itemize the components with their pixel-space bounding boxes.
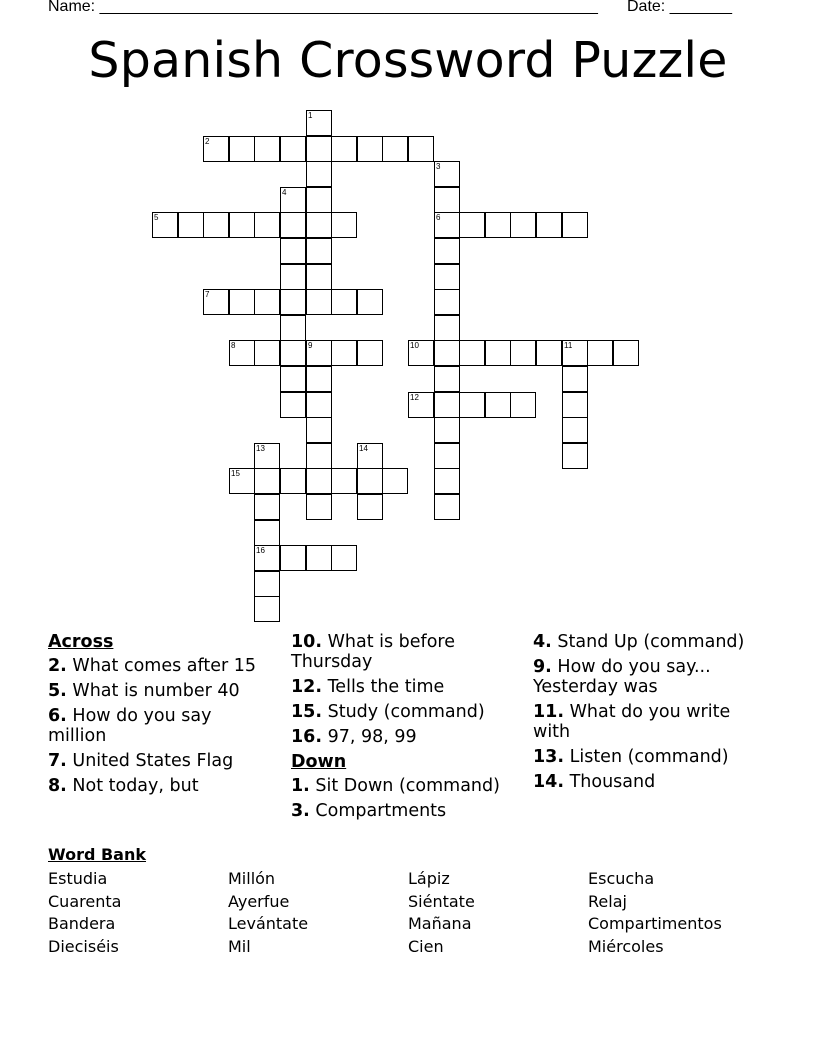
crossword-cell[interactable] bbox=[485, 340, 511, 366]
clue-number-label: 11 bbox=[564, 341, 573, 350]
word-bank-word: Levántate bbox=[228, 914, 309, 933]
crossword-cell[interactable] bbox=[306, 443, 332, 469]
crossword-cell[interactable] bbox=[587, 340, 613, 366]
crossword-cell[interactable] bbox=[229, 340, 255, 366]
crossword-cell[interactable] bbox=[434, 443, 460, 469]
across-clue bbox=[48, 776, 258, 796]
crossword-cell[interactable] bbox=[331, 340, 357, 366]
crossword-cell[interactable] bbox=[434, 264, 460, 290]
crossword-cell[interactable] bbox=[254, 596, 280, 622]
clue-number-label: 10 bbox=[410, 341, 419, 350]
crossword-cell[interactable] bbox=[562, 417, 588, 443]
across-clue bbox=[48, 751, 258, 771]
crossword-cell[interactable] bbox=[434, 161, 460, 187]
crossword-cell[interactable] bbox=[306, 545, 332, 571]
clue-number: 15. bbox=[291, 702, 323, 722]
clue-number-label: 9 bbox=[308, 341, 313, 350]
crossword-cell[interactable] bbox=[485, 212, 511, 238]
crossword-cell[interactable] bbox=[280, 238, 306, 264]
word-bank-word: Escucha bbox=[588, 869, 655, 888]
crossword-cell[interactable] bbox=[382, 468, 408, 494]
crossword-cell[interactable] bbox=[229, 136, 255, 162]
clue-number: 14. bbox=[533, 772, 565, 792]
crossword-cell[interactable] bbox=[434, 289, 460, 315]
crossword-cell[interactable] bbox=[306, 136, 332, 162]
crossword-cell[interactable] bbox=[306, 161, 332, 187]
page-title: Spanish Crossword Puzzle bbox=[88, 32, 728, 89]
down-clue bbox=[291, 801, 516, 821]
crossword-cell[interactable] bbox=[229, 212, 255, 238]
clue-number: 2. bbox=[48, 656, 67, 676]
crossword-cell[interactable] bbox=[510, 392, 536, 418]
crossword-cell[interactable] bbox=[562, 212, 588, 238]
crossword-cell[interactable] bbox=[152, 212, 178, 238]
crossword-cell[interactable] bbox=[203, 136, 229, 162]
across-heading: Across bbox=[48, 632, 114, 652]
crossword-cell[interactable] bbox=[280, 468, 306, 494]
crossword-cell[interactable] bbox=[306, 110, 332, 136]
crossword-cell[interactable] bbox=[562, 366, 588, 392]
crossword-cell[interactable] bbox=[434, 238, 460, 264]
clue-number-label: 14 bbox=[359, 444, 368, 453]
word-bank-word: Bandera bbox=[48, 914, 116, 933]
crossword-cell[interactable] bbox=[357, 340, 383, 366]
crossword-cell[interactable] bbox=[613, 340, 639, 366]
clue-text: What do you write with bbox=[533, 702, 731, 742]
crossword-cell[interactable] bbox=[280, 366, 306, 392]
crossword-cell[interactable] bbox=[459, 340, 485, 366]
crossword-cell[interactable] bbox=[254, 468, 280, 494]
crossword-cell[interactable] bbox=[280, 392, 306, 418]
clue-text: United States Flag bbox=[72, 751, 234, 771]
date-field[interactable]: Date: _______ bbox=[627, 0, 732, 15]
clue-number: 13. bbox=[533, 747, 565, 767]
name-field[interactable]: Name: ________________________________________________________ bbox=[48, 0, 598, 15]
word-bank-word: Siéntate bbox=[408, 892, 475, 911]
crossword-cell[interactable] bbox=[408, 136, 434, 162]
word-bank-word: Millón bbox=[228, 869, 276, 888]
word-bank-word: Mil bbox=[228, 937, 251, 956]
crossword-cell[interactable] bbox=[434, 494, 460, 520]
clue-number-label: 16 bbox=[256, 546, 265, 555]
clue-number-label: 2 bbox=[205, 137, 210, 146]
word-bank-word: Ayerfue bbox=[228, 892, 290, 911]
across-clue bbox=[48, 656, 258, 676]
crossword-cell[interactable] bbox=[254, 289, 280, 315]
clue-text: Listen (command) bbox=[569, 747, 729, 767]
clue-number-label: 1 bbox=[308, 111, 313, 120]
crossword-cell[interactable] bbox=[306, 468, 332, 494]
crossword-cell[interactable] bbox=[434, 392, 460, 418]
clue-number: 8. bbox=[48, 776, 67, 796]
clue-text: Sit Down (command) bbox=[315, 776, 500, 796]
word-bank-word: Lápiz bbox=[408, 869, 450, 888]
crossword-cell[interactable] bbox=[510, 340, 536, 366]
clue-number: 7. bbox=[48, 751, 67, 771]
clue-text: What is before Thursday bbox=[291, 632, 455, 672]
clue-text: Tells the time bbox=[327, 677, 445, 697]
crossword-cell[interactable] bbox=[536, 212, 562, 238]
across-clue bbox=[48, 681, 258, 701]
clue-number-label: 5 bbox=[154, 213, 159, 222]
crossword-cell[interactable] bbox=[306, 494, 332, 520]
crossword-cell[interactable] bbox=[434, 366, 460, 392]
crossword-cell[interactable] bbox=[562, 443, 588, 469]
crossword-cell[interactable] bbox=[203, 289, 229, 315]
clue-number: 9. bbox=[533, 657, 552, 677]
crossword-cell[interactable] bbox=[434, 212, 460, 238]
down-clue bbox=[533, 747, 763, 767]
crossword-cell[interactable] bbox=[357, 136, 383, 162]
crossword-cell[interactable] bbox=[229, 289, 255, 315]
across-clue bbox=[291, 632, 516, 672]
crossword-cell[interactable] bbox=[254, 212, 280, 238]
clue-number: 3. bbox=[291, 801, 310, 821]
clue-number-label: 13 bbox=[256, 444, 265, 453]
crossword-cell[interactable] bbox=[331, 468, 357, 494]
crossword-cell[interactable] bbox=[434, 417, 460, 443]
clues-column-2 bbox=[291, 632, 516, 826]
crossword-cell[interactable] bbox=[306, 392, 332, 418]
clue-number-label: 4 bbox=[282, 188, 287, 197]
clue-number-label: 3 bbox=[436, 162, 441, 171]
crossword-cell[interactable] bbox=[306, 366, 332, 392]
crossword-cell[interactable] bbox=[434, 315, 460, 341]
crossword-cell[interactable] bbox=[459, 392, 485, 418]
word-bank-word: Estudia bbox=[48, 869, 108, 888]
crossword-cell[interactable] bbox=[178, 212, 204, 238]
clue-number-label: 6 bbox=[436, 213, 441, 222]
crossword-cell[interactable] bbox=[485, 392, 511, 418]
down-clue bbox=[533, 657, 763, 697]
clue-text: Study (command) bbox=[327, 702, 485, 722]
clue-text: How do you say... Yesterday was bbox=[533, 657, 711, 697]
down-clue bbox=[533, 702, 763, 742]
clue-text: 97, 98, 99 bbox=[327, 727, 417, 747]
crossword-cell[interactable] bbox=[254, 443, 280, 469]
across-clue bbox=[291, 727, 516, 747]
clue-number: 6. bbox=[48, 706, 67, 726]
clue-text: Compartments bbox=[315, 801, 447, 821]
crossword-cell[interactable] bbox=[306, 187, 332, 213]
crossword-cell[interactable] bbox=[331, 289, 357, 315]
clue-number-label: 7 bbox=[205, 290, 210, 299]
clue-number: 16. bbox=[291, 727, 323, 747]
crossword-cell[interactable] bbox=[562, 340, 588, 366]
crossword-cell[interactable] bbox=[357, 468, 383, 494]
crossword-cell[interactable] bbox=[510, 212, 536, 238]
down-clue bbox=[533, 632, 763, 652]
word-bank-word: Dieciséis bbox=[48, 937, 119, 956]
crossword-cell[interactable] bbox=[280, 187, 306, 213]
clue-text: Not today, but bbox=[72, 776, 199, 796]
crossword-cell[interactable] bbox=[254, 136, 280, 162]
clue-number-label: 12 bbox=[410, 393, 419, 402]
crossword-cell[interactable] bbox=[357, 494, 383, 520]
crossword-cell[interactable] bbox=[562, 392, 588, 418]
crossword-cell[interactable] bbox=[280, 289, 306, 315]
crossword-cell[interactable] bbox=[331, 545, 357, 571]
crossword-cell[interactable] bbox=[280, 545, 306, 571]
crossword-cell[interactable] bbox=[459, 212, 485, 238]
word-bank-word: Mañana bbox=[408, 914, 472, 933]
clue-number: 5. bbox=[48, 681, 67, 701]
clue-text: Stand Up (command) bbox=[557, 632, 745, 652]
crossword-cell[interactable] bbox=[434, 468, 460, 494]
crossword-cell[interactable] bbox=[280, 264, 306, 290]
down-clue bbox=[533, 772, 763, 792]
crossword-cell[interactable] bbox=[434, 340, 460, 366]
word-bank-title: Word Bank bbox=[48, 845, 147, 864]
clue-number: 4. bbox=[533, 632, 552, 652]
crossword-cell[interactable] bbox=[536, 340, 562, 366]
crossword-cell[interactable] bbox=[254, 545, 280, 571]
crossword-cell[interactable] bbox=[280, 136, 306, 162]
crossword-cell[interactable] bbox=[382, 136, 408, 162]
crossword-cell[interactable] bbox=[306, 417, 332, 443]
word-bank-word: Cuarenta bbox=[48, 892, 122, 911]
clue-text: Thousand bbox=[569, 772, 656, 792]
clue-text: How do you say million bbox=[48, 706, 212, 746]
crossword-cell[interactable] bbox=[280, 340, 306, 366]
crossword-cell[interactable] bbox=[203, 212, 229, 238]
crossword-cell[interactable] bbox=[254, 520, 280, 546]
across-clue bbox=[48, 706, 258, 746]
clue-number: 11. bbox=[533, 702, 565, 722]
word-bank-word: Relaj bbox=[588, 892, 627, 911]
crossword-cell[interactable] bbox=[229, 468, 255, 494]
down-heading: Down bbox=[291, 752, 347, 772]
clue-text: What is number 40 bbox=[72, 681, 240, 701]
word-bank-word: Compartimentos bbox=[588, 914, 722, 933]
crossword-cell[interactable] bbox=[306, 264, 332, 290]
crossword-cell[interactable] bbox=[306, 238, 332, 264]
crossword-cell[interactable] bbox=[254, 571, 280, 597]
clue-number: 12. bbox=[291, 677, 323, 697]
clue-number: 10. bbox=[291, 632, 323, 652]
across-clue bbox=[291, 677, 516, 697]
crossword-cell[interactable] bbox=[331, 212, 357, 238]
clue-number-label: 15 bbox=[231, 469, 240, 478]
crossword-cell[interactable] bbox=[306, 340, 332, 366]
crossword-cell[interactable] bbox=[280, 212, 306, 238]
crossword-cell[interactable] bbox=[408, 392, 434, 418]
down-clue bbox=[291, 776, 516, 796]
crossword-cell[interactable] bbox=[280, 315, 306, 341]
crossword-cell[interactable] bbox=[254, 340, 280, 366]
crossword-cell[interactable] bbox=[357, 443, 383, 469]
crossword-cell[interactable] bbox=[306, 212, 332, 238]
crossword-cell[interactable] bbox=[408, 340, 434, 366]
clue-text: What comes after 15 bbox=[72, 656, 257, 676]
across-clue bbox=[291, 702, 516, 722]
word-bank-word: Miércoles bbox=[588, 937, 664, 956]
crossword-cell[interactable] bbox=[434, 187, 460, 213]
word-bank-word: Cien bbox=[408, 937, 444, 956]
crossword-cell[interactable] bbox=[357, 289, 383, 315]
crossword-cell[interactable] bbox=[254, 494, 280, 520]
clues-column-1 bbox=[48, 630, 258, 801]
crossword-cell[interactable] bbox=[331, 136, 357, 162]
clue-number-label: 8 bbox=[231, 341, 236, 350]
clue-number: 1. bbox=[291, 776, 310, 796]
clues-column-3 bbox=[533, 632, 763, 797]
crossword-cell[interactable] bbox=[306, 289, 332, 315]
